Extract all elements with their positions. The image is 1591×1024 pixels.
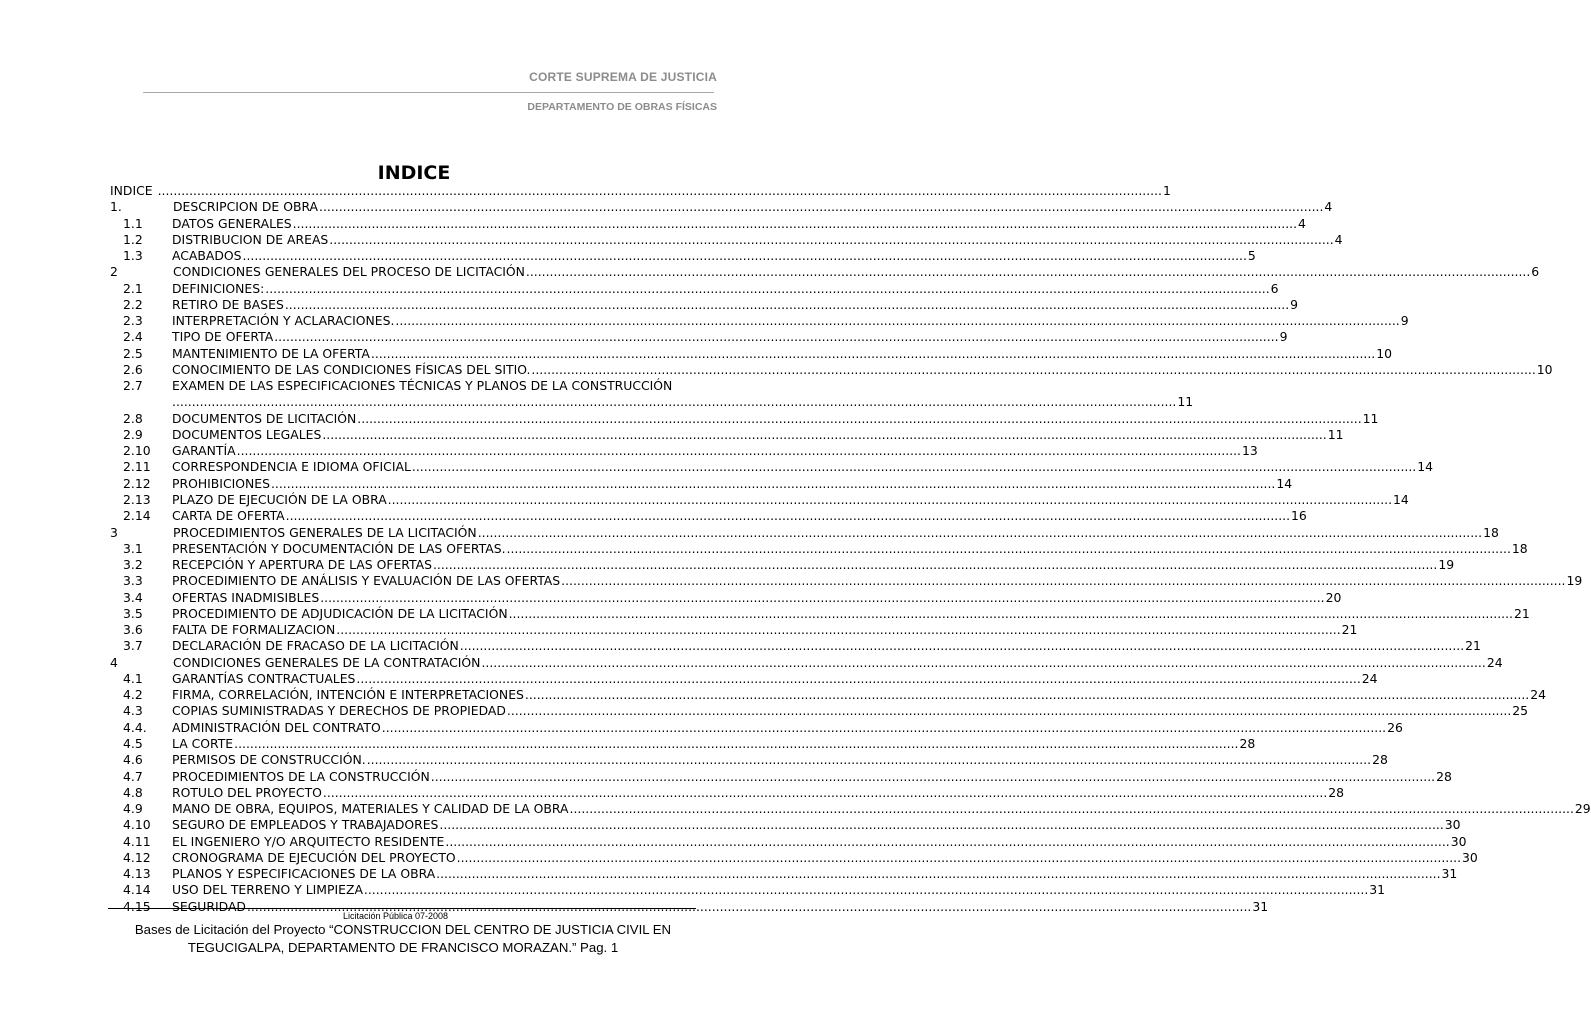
toc-entry-title: MANTENIMIENTO DE LA OFERTA bbox=[172, 345, 370, 361]
toc-entry-title: DEFINICIONES: bbox=[172, 280, 265, 296]
footer-divider bbox=[108, 908, 696, 909]
toc-entry-page: 24 bbox=[1530, 687, 1547, 703]
toc-leader-dots bbox=[445, 834, 1449, 850]
toc-entry-number: 2 bbox=[110, 264, 118, 280]
toc-entry-number: 2.8 bbox=[123, 410, 143, 426]
toc-entry-page: 24 bbox=[1486, 654, 1503, 670]
toc-entry-title: PRESENTACIÓN Y DOCUMENTACIÓN DE LAS OFERTAS. bbox=[172, 540, 506, 556]
toc-leader-dots bbox=[364, 882, 1368, 898]
toc-entry-title: MANO DE OBRA, EQUIPOS, MATERIALES Y CALIDAD DE LA OBRA bbox=[172, 801, 569, 817]
toc-leader-dots bbox=[172, 394, 1176, 410]
toc-entry-title: RETIRO DE BASES bbox=[172, 296, 284, 312]
toc-entry-number: INDICE bbox=[110, 183, 153, 198]
toc-entry-page: 28 bbox=[1372, 752, 1388, 768]
toc-entry-title: DATOS GENERALES bbox=[172, 215, 292, 231]
toc-entry-title: PROCEDIMIENTOS DE LA CONSTRUCCIÓN bbox=[172, 768, 430, 784]
toc-entry-page: 6 bbox=[1531, 264, 1540, 280]
toc-entry-number: 4.14 bbox=[123, 882, 151, 898]
toc-entry-title: TIPO DE OFERTA bbox=[172, 329, 274, 345]
toc-entry-number: 1.3 bbox=[123, 248, 143, 264]
toc-entry-page: 21 bbox=[1465, 638, 1481, 654]
toc-entry[interactable] bbox=[110, 199, 1333, 215]
toc-entry-page: 14 bbox=[1276, 475, 1293, 491]
toc-entry[interactable] bbox=[110, 280, 1279, 297]
toc-leader-dots bbox=[507, 703, 1511, 719]
toc-entry[interactable] bbox=[110, 833, 1467, 850]
toc-entry-title: CARTA DE OFERTA bbox=[172, 508, 285, 524]
header-department: DEPARTAMENTO DE OBRAS FÍSICAS bbox=[527, 101, 717, 113]
toc-entry[interactable] bbox=[110, 882, 1386, 898]
toc-entry-number: 2.6 bbox=[123, 361, 143, 377]
toc-entry-number: 4.10 bbox=[123, 817, 151, 833]
toc-leader-dots bbox=[388, 492, 1392, 508]
toc-entry-page: 31 bbox=[1441, 866, 1458, 882]
toc-entry[interactable] bbox=[110, 573, 1583, 589]
toc-entry-page: 28 bbox=[1436, 768, 1452, 784]
toc-entry-title: ADMINISTRACIÓN DEL CONTRATO bbox=[172, 719, 381, 735]
toc-leader-dots bbox=[439, 817, 1443, 833]
toc-entry-title: SEGURIDAD bbox=[172, 898, 246, 914]
toc-entry-number: 2.7 bbox=[123, 378, 143, 394]
toc-entry[interactable] bbox=[110, 183, 1171, 199]
toc-entry[interactable] bbox=[110, 605, 1530, 622]
toc-entry-number: 4.3 bbox=[123, 703, 143, 719]
toc-entry-number: 1. bbox=[110, 199, 122, 215]
toc-entry[interactable] bbox=[110, 475, 1293, 492]
toc-entry-number: 2.4 bbox=[123, 329, 143, 345]
toc-entry[interactable] bbox=[110, 492, 1409, 508]
toc-leader-dots bbox=[431, 769, 1435, 785]
toc-leader-dots bbox=[243, 248, 1247, 264]
toc-entry-number: 3.2 bbox=[123, 557, 143, 573]
toc-entry-number: 4.9 bbox=[123, 801, 143, 817]
toc-entry-title: PROHIBICIONES bbox=[172, 475, 270, 491]
toc-entry-page: 19 bbox=[1566, 573, 1583, 589]
toc-entry-title: DOCUMENTOS LEGALES bbox=[172, 426, 322, 442]
toc-entry-page: 30 bbox=[1444, 817, 1461, 833]
toc-entry[interactable] bbox=[110, 329, 1288, 345]
toc-entry-number: 3.6 bbox=[123, 622, 143, 638]
toc-entry-number: 2.5 bbox=[123, 345, 143, 361]
toc-leader-dots bbox=[570, 801, 1574, 817]
toc-entry[interactable] bbox=[110, 459, 1434, 475]
header-divider bbox=[143, 92, 714, 93]
toc-entry[interactable] bbox=[110, 849, 1478, 866]
toc-entry-title: FALTA DE FORMALIZACION bbox=[172, 622, 336, 638]
toc-entry[interactable] bbox=[110, 443, 1258, 459]
toc-leader-dots bbox=[234, 736, 1238, 752]
toc-entry[interactable] bbox=[110, 719, 1403, 736]
toc-entry[interactable] bbox=[110, 687, 1547, 703]
toc-entry[interactable] bbox=[110, 589, 1342, 606]
toc-entry[interactable] bbox=[110, 703, 1529, 719]
toc-leader-dots bbox=[285, 297, 1289, 313]
toc-entry-number: 4.1 bbox=[123, 670, 143, 686]
toc-entry-page: 14 bbox=[1393, 492, 1409, 508]
toc-leader-dots bbox=[293, 216, 1297, 232]
toc-entry-title: COPIAS SUMINISTRADAS Y DERECHOS DE PROPIEDAD bbox=[172, 703, 506, 719]
toc-entry[interactable] bbox=[110, 638, 1481, 654]
toc-entry[interactable] bbox=[110, 768, 1452, 785]
toc-entry-page: 11 bbox=[1362, 410, 1379, 426]
toc-entry[interactable] bbox=[110, 378, 1194, 411]
toc-entry-number: 1.1 bbox=[123, 215, 143, 231]
toc-entry[interactable] bbox=[110, 654, 1503, 671]
footer-project-line-2: TEGUCIGALPA, DEPARTAMENTO DE FRANCISCO MORAZAN.” Pag. 1 bbox=[187, 940, 619, 955]
toc-entry[interactable] bbox=[110, 866, 1458, 882]
toc-entry-page: 4 bbox=[1298, 215, 1306, 231]
toc-entry-title: GARANTÍA bbox=[172, 443, 236, 459]
toc-leader-dots bbox=[412, 459, 1416, 475]
toc-entry[interactable] bbox=[110, 524, 1499, 541]
page-title: INDICE bbox=[377, 162, 451, 184]
toc-entry-title: SEGURO DE EMPLEADOS Y TRABAJADORES bbox=[172, 817, 439, 833]
footer-project-line-1: Bases de Licitación del Proyecto “CONSTRUCCION DEL CENTRO DE JUSTICIA CIVIL EN bbox=[134, 922, 672, 937]
toc-entry-number: 4.12 bbox=[123, 849, 151, 865]
toc-entry-title: CONDICIONES GENERALES DE LA CONTRATACIÓN bbox=[173, 654, 481, 670]
toc-entry-number: 4.11 bbox=[123, 833, 151, 849]
toc-entry-title: FIRMA, CORRELACIÓN, INTENCIÓN E INTERPRETACIONES bbox=[172, 687, 524, 703]
toc-entry[interactable] bbox=[110, 313, 1409, 329]
toc-entry[interactable] bbox=[110, 540, 1528, 557]
toc-entry[interactable] bbox=[110, 670, 1378, 687]
toc-leader-dots bbox=[509, 606, 1513, 622]
toc-entry-page: 24 bbox=[1361, 670, 1378, 686]
toc-entry-title: EL INGENIERO Y/O ARQUITECTO RESIDENTE bbox=[172, 833, 445, 849]
toc-leader-dots bbox=[525, 687, 1529, 703]
toc-entry-number: 3.4 bbox=[123, 589, 143, 605]
toc-entry-number: 3.5 bbox=[123, 605, 143, 621]
toc-entry-number: 2.1 bbox=[123, 280, 143, 296]
toc-entry[interactable] bbox=[110, 296, 1299, 313]
toc-leader-dots bbox=[158, 183, 1162, 199]
toc-leader-dots bbox=[356, 671, 1360, 687]
toc-leader-dots bbox=[367, 752, 1371, 768]
toc-entry[interactable] bbox=[110, 248, 1256, 264]
toc-entry-page: 6 bbox=[1270, 280, 1279, 296]
toc-entry-page: 30 bbox=[1462, 849, 1478, 865]
toc-entry-title: CONDICIONES GENERALES DEL PROCESO DE LICITACIÓN bbox=[173, 264, 525, 280]
toc-entry-title: CRONOGRAMA DE EJECUCIÓN DEL PROYECTO bbox=[172, 849, 456, 865]
toc-entry-number: 4.5 bbox=[123, 736, 143, 751]
toc-leader-dots bbox=[371, 346, 1375, 362]
toc-leader-dots bbox=[329, 232, 1333, 248]
toc-leader-dots bbox=[481, 655, 1485, 671]
toc-leader-dots bbox=[460, 638, 1464, 654]
toc-leader-dots bbox=[322, 427, 1326, 443]
toc-entry-page: 18 bbox=[1483, 524, 1499, 540]
toc-entry-title: DECLARACIÓN DE FRACASO DE LA LICITACIÓN bbox=[172, 638, 459, 654]
toc-entry-title: DESCRIPCION DE OBRA bbox=[173, 199, 319, 215]
toc-entry-title: RECEPCIÓN Y APERTURA DE LAS OFERTAS bbox=[172, 557, 432, 573]
toc-entry-page: 9 bbox=[1400, 313, 1409, 329]
toc-entry-title: PROCEDIMIENTOS GENERALES DE LA LICITACIÓN bbox=[173, 524, 477, 540]
toc-leader-dots bbox=[320, 590, 1324, 606]
toc-leader-dots bbox=[286, 508, 1290, 524]
toc-entry[interactable] bbox=[110, 508, 1307, 524]
toc-entry-page: 20 bbox=[1325, 589, 1342, 605]
toc-entry-page: 4 bbox=[1334, 231, 1343, 247]
toc-leader-dots bbox=[526, 264, 1530, 280]
toc-entry[interactable] bbox=[110, 801, 1591, 817]
toc-entry-title: USO DEL TERRENO Y LIMPIEZA bbox=[172, 882, 363, 898]
toc-leader-dots bbox=[271, 476, 1275, 492]
toc-entry-title: INTERPRETACIÓN Y ACLARACIONES. bbox=[172, 313, 395, 329]
table-of-contents bbox=[110, 183, 1591, 915]
toc-leader-dots bbox=[357, 411, 1361, 427]
toc-leader-dots bbox=[336, 622, 1340, 638]
toc-entry-number: 2.2 bbox=[123, 296, 143, 312]
toc-entry-title: DOCUMENTOS DE LICITACIÓN bbox=[172, 410, 357, 426]
toc-leader-dots bbox=[274, 329, 1278, 345]
toc-entry-title: ROTULO DEL PROYECTO bbox=[172, 784, 322, 800]
toc-entry-title: PROCEDIMIENTO DE ANÁLISIS Y EVALUACIÓN DE LAS OFERTAS bbox=[172, 573, 561, 589]
toc-entry-page: 21 bbox=[1341, 622, 1358, 638]
toc-leader-dots bbox=[561, 573, 1565, 589]
toc-entry-title: DISTRIBUCION DE AREAS bbox=[172, 231, 329, 247]
toc-entry-title: PLAZO DE EJECUCIÓN DE LA OBRA bbox=[172, 492, 387, 508]
toc-entry-number: 2.12 bbox=[123, 475, 151, 491]
toc-entry[interactable] bbox=[110, 784, 1345, 801]
toc-entry-number: 4.8 bbox=[123, 784, 143, 800]
toc-entry-page: 26 bbox=[1387, 719, 1403, 735]
toc-leader-dots bbox=[382, 720, 1386, 736]
toc-entry[interactable] bbox=[110, 736, 1256, 752]
toc-entry-number: 4 bbox=[110, 654, 118, 670]
toc-entry[interactable] bbox=[110, 557, 1455, 573]
toc-entry-page: 1 bbox=[1162, 183, 1171, 198]
toc-entry-title: ACABADOS bbox=[172, 248, 242, 264]
toc-entry[interactable] bbox=[110, 215, 1306, 232]
toc-entry-number: 2.11 bbox=[123, 459, 151, 475]
toc-entry[interactable] bbox=[110, 361, 1553, 378]
toc-entry-page: 21 bbox=[1513, 605, 1530, 621]
toc-entry-number: 1.2 bbox=[123, 231, 143, 247]
toc-entry-number: 3.1 bbox=[123, 540, 143, 556]
toc-leader-dots bbox=[478, 525, 1482, 541]
toc-entry[interactable] bbox=[110, 231, 1343, 248]
toc-entry-title: PERMISOS DE CONSTRUCCIÓN. bbox=[172, 752, 366, 768]
toc-entry-page: 10 bbox=[1376, 345, 1393, 361]
toc-entry[interactable] bbox=[110, 817, 1461, 833]
toc-entry-number: 3 bbox=[110, 524, 118, 540]
footer-tender-number: Licitación Pública 07-2008 bbox=[342, 911, 449, 921]
toc-entry-page: 13 bbox=[1242, 443, 1258, 459]
toc-entry-page: 11 bbox=[1177, 394, 1194, 410]
toc-entry-title: CORRESPONDENCIA E IDIOMA OFICIAL bbox=[172, 459, 411, 475]
toc-leader-dots bbox=[319, 199, 1323, 215]
toc-leader-dots bbox=[433, 557, 1437, 573]
toc-entry-number: 2.14 bbox=[123, 508, 151, 524]
toc-entry-title: PROCEDIMIENTO DE ADJUDICACIÓN DE LA LICITACIÓN bbox=[172, 605, 508, 621]
toc-entry-number: 3.7 bbox=[123, 638, 143, 654]
toc-entry-title: CONOCIMIENTO DE LAS CONDICIONES FÍSICAS DEL SITIO. bbox=[172, 361, 531, 377]
toc-entry-number: 4.13 bbox=[123, 866, 151, 882]
toc-entry-page: 28 bbox=[1328, 784, 1345, 800]
toc-entry-page: 28 bbox=[1239, 736, 1256, 751]
toc-leader-dots bbox=[436, 866, 1440, 882]
toc-entry-number: 2.3 bbox=[123, 313, 143, 329]
toc-entry-page: 16 bbox=[1291, 508, 1307, 524]
toc-entry-page: 31 bbox=[1369, 882, 1386, 898]
toc-entry-title: GARANTÍAS CONTRACTUALES bbox=[172, 670, 356, 686]
toc-entry[interactable] bbox=[110, 410, 1379, 427]
toc-entry-page: 5 bbox=[1247, 248, 1256, 264]
toc-entry-number: 3.3 bbox=[123, 573, 143, 589]
toc-entry-page: 9 bbox=[1279, 329, 1288, 345]
toc-entry-page: 19 bbox=[1438, 557, 1455, 573]
toc-entry-number: 4.4. bbox=[123, 719, 147, 735]
toc-entry-number: 4.7 bbox=[123, 768, 143, 784]
toc-entry[interactable] bbox=[110, 752, 1388, 768]
toc-leader-dots bbox=[531, 362, 1535, 378]
toc-entry[interactable] bbox=[110, 622, 1358, 638]
toc-entry-page: 31 bbox=[1252, 898, 1269, 914]
toc-leader-dots bbox=[457, 850, 1461, 866]
toc-entry-page: 25 bbox=[1512, 703, 1529, 719]
toc-leader-dots bbox=[507, 541, 1511, 557]
header-organization: CORTE SUPREMA DE JUSTICIA bbox=[529, 70, 717, 84]
toc-leader-dots bbox=[237, 443, 1241, 459]
toc-entry-number: 4.2 bbox=[123, 687, 143, 703]
toc-entry-number: 4.6 bbox=[123, 752, 143, 768]
toc-entry-page: 18 bbox=[1511, 540, 1528, 556]
toc-entry-title: PLANOS Y ESPECIFICACIONES DE LA OBRA bbox=[172, 866, 436, 882]
toc-entry-title: LA CORTE bbox=[172, 736, 234, 751]
toc-entry-title: OFERTAS INADMISIBLES bbox=[172, 589, 320, 605]
toc-leader-dots bbox=[323, 785, 1327, 801]
toc-entry-page: 4 bbox=[1324, 199, 1333, 215]
toc-entry[interactable] bbox=[110, 426, 1344, 443]
toc-entry-page: 10 bbox=[1536, 361, 1553, 377]
toc-entry-page: 14 bbox=[1417, 459, 1434, 475]
toc-entry[interactable] bbox=[110, 264, 1540, 280]
toc-entry-number: 4.15 bbox=[123, 898, 151, 914]
toc-leader-dots bbox=[265, 281, 1269, 297]
toc-entry-page: 9 bbox=[1290, 296, 1299, 312]
toc-leader-dots bbox=[395, 313, 1399, 329]
toc-entry-page: 29 bbox=[1574, 801, 1591, 817]
toc-entry-number: 2.9 bbox=[123, 426, 143, 442]
toc-entry-title: EXAMEN DE LAS ESPECIFICACIONES TÉCNICAS Y PLANOS DE LA CONSTRUCCIÓN bbox=[172, 378, 673, 394]
toc-entry[interactable] bbox=[110, 345, 1393, 362]
toc-entry-page: 11 bbox=[1327, 426, 1344, 442]
toc-entry-page: 30 bbox=[1450, 833, 1467, 849]
toc-entry-number: 2.13 bbox=[123, 492, 151, 508]
toc-entry-number: 2.10 bbox=[123, 443, 151, 459]
